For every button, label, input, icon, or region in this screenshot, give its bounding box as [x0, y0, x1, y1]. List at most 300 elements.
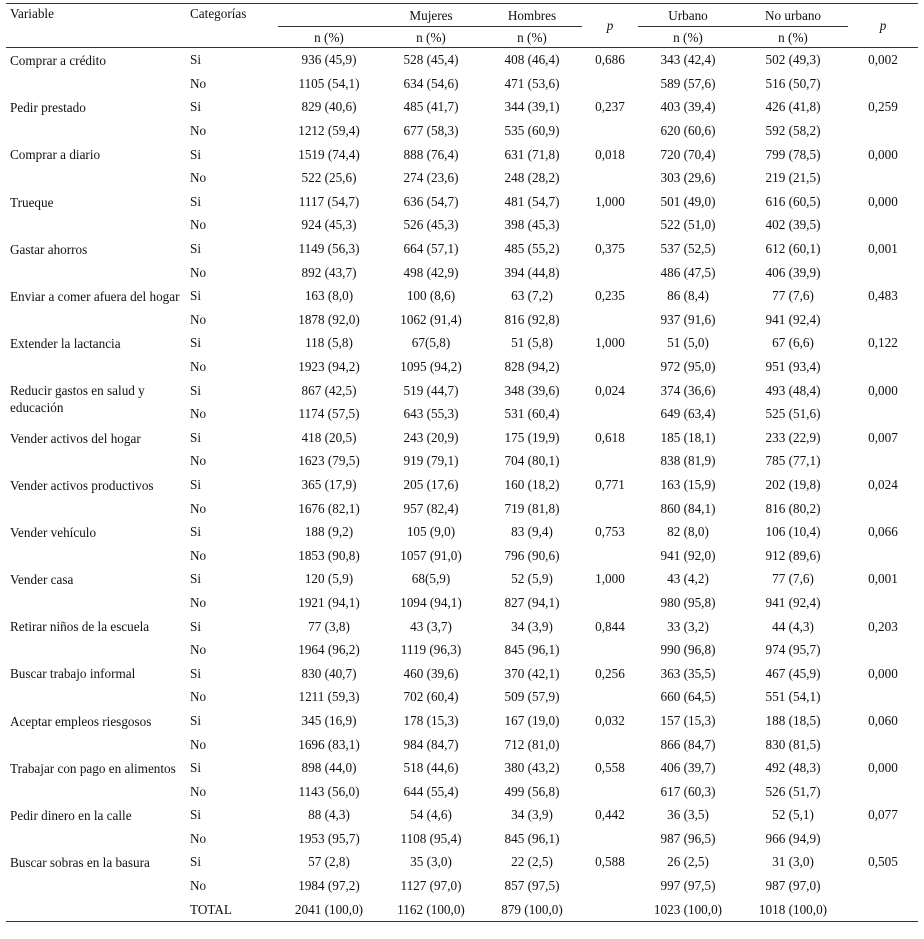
total-no-urbano: 1018 (100,0) [738, 897, 848, 921]
variable-name: Gastar ahorros [10, 241, 88, 257]
value-hombres: 34 (3,9) [511, 618, 553, 634]
p-value-urb: 0,259 [868, 99, 898, 115]
variable-name: Trabajar con pago en alimentos [10, 760, 176, 776]
value-mujeres: 35 (3,0) [410, 854, 452, 870]
value-hombres: 380 (43,2) [504, 760, 560, 776]
value-no-urbano: 44 (4,3) [772, 618, 814, 634]
p-value-urb: 0,001 [868, 571, 898, 587]
p-value-urb: 0,483 [868, 288, 898, 304]
value-total: 892 (43,7) [301, 264, 357, 280]
table-row [6, 803, 918, 827]
p-value-urb: 0,000 [868, 760, 898, 776]
value-no-urbano: 516 (50,7) [765, 75, 821, 91]
category-no: No [190, 500, 207, 516]
p-value-empty [848, 260, 918, 284]
p-value-urb: 0,000 [868, 193, 898, 209]
value-urbano: 649 (63,4) [660, 406, 716, 422]
value-mujeres: 274 (23,6) [403, 170, 459, 186]
value-hombres: 828 (94,2) [504, 359, 560, 375]
value-total: 936 (45,9) [278, 48, 380, 72]
value-no-urbano: 830 (81,5) [765, 736, 821, 752]
value-urbano: 987 (96,5) [660, 830, 716, 846]
category-no: No [190, 642, 207, 658]
category-si: Si [190, 335, 201, 351]
header-total-blank [278, 4, 380, 27]
category-si: Si [190, 807, 201, 823]
category-si: Si [190, 618, 201, 634]
p-value-sex: 0,032 [595, 712, 625, 728]
category-si: Si [190, 146, 201, 162]
header-p-sex: p [582, 4, 638, 48]
category-no: No [190, 547, 207, 563]
variable-name: Comprar a diario [10, 147, 101, 163]
value-no-urbano: 402 (39,5) [765, 217, 821, 233]
category-si: Si [190, 382, 201, 398]
variable-name: Trueque [10, 194, 54, 210]
value-total: 1878 (92,0) [298, 311, 360, 327]
p-value-sex: 0,771 [595, 476, 625, 492]
value-hombres: 631 (71,8) [504, 146, 560, 162]
category-no: No [190, 75, 207, 91]
value-total: 1519 (74,4) [298, 146, 360, 162]
value-urbano: 86 (8,4) [667, 288, 709, 304]
value-total: 345 (16,9) [301, 712, 357, 728]
variable-name: Extender la lactancia [10, 336, 121, 352]
value-hombres: 531 (60,4) [504, 406, 560, 422]
value-mujeres: 636 (54,7) [403, 193, 459, 209]
value-total: 830 (40,7) [301, 665, 357, 681]
value-total: 1984 (97,2) [298, 878, 360, 894]
value-mujeres: 1119 (96,3) [400, 642, 462, 658]
p-value-sex: 0,753 [595, 524, 625, 540]
value-no-urbano: 816 (80,2) [765, 500, 821, 516]
p-value-empty [582, 308, 638, 332]
value-urbano: 980 (95,8) [660, 594, 716, 610]
value-no-urbano: 502 (49,3) [738, 48, 848, 72]
value-mujeres: 888 (76,4) [403, 146, 459, 162]
category-si: Si [190, 854, 201, 870]
value-hombres: 845 (96,1) [504, 642, 560, 658]
value-no-urbano: 987 (97,0) [765, 878, 821, 894]
p-value-empty [582, 496, 638, 520]
category-no: No [190, 264, 207, 280]
p-value-empty [848, 874, 918, 898]
value-urbano: 660 (64,5) [660, 689, 716, 705]
value-no-urbano: 525 (51,6) [765, 406, 821, 422]
value-no-urbano: 67 (6,6) [772, 335, 814, 351]
value-total: 418 (20,5) [301, 429, 357, 445]
header-n-urbano: n (%) [638, 27, 738, 48]
p-value-sex: 0,618 [595, 429, 625, 445]
p-value-empty [582, 779, 638, 803]
value-mujeres: 528 (45,4) [380, 48, 482, 72]
total-p-empty [582, 897, 638, 921]
value-hombres: 370 (42,1) [504, 665, 560, 681]
value-no-urbano: 612 (60,1) [765, 241, 821, 257]
value-mujeres: 1108 (95,4) [400, 830, 462, 846]
category-no: No [190, 311, 207, 327]
value-hombres: 34 (3,9) [511, 807, 553, 823]
table-row [6, 142, 918, 166]
value-urbano: 486 (47,5) [660, 264, 716, 280]
p-value-empty [582, 213, 638, 237]
category-si: Si [186, 48, 278, 72]
value-no-urbano: 799 (78,5) [765, 146, 821, 162]
value-mujeres: 105 (9,0) [406, 524, 456, 540]
value-urbano: 33 (3,2) [667, 618, 709, 634]
value-urbano: 838 (81,9) [660, 453, 716, 469]
value-hombres: 22 (2,5) [511, 854, 553, 870]
value-no-urbano: 912 (89,6) [765, 547, 821, 563]
value-mujeres: 519 (44,7) [403, 382, 459, 398]
p-value-empty [582, 119, 638, 143]
p-value-sex: 1,000 [595, 571, 625, 587]
value-hombres: 816 (92,8) [504, 311, 560, 327]
value-urbano: 157 (15,3) [660, 712, 716, 728]
value-mujeres: 1057 (91,0) [400, 547, 462, 563]
p-value-empty [582, 72, 638, 96]
header-hombres: Hombres [482, 4, 582, 27]
value-hombres: 827 (94,1) [504, 594, 560, 610]
total-urbano: 1023 (100,0) [638, 897, 738, 921]
p-value-empty [848, 355, 918, 379]
value-no-urbano: 785 (77,1) [765, 453, 821, 469]
p-value-empty [582, 260, 638, 284]
p-value-sex: 0,375 [595, 241, 625, 257]
value-urbano: 185 (18,1) [660, 429, 716, 445]
p-value-empty [848, 72, 918, 96]
value-no-urbano: 941 (92,4) [765, 311, 821, 327]
table-row [6, 331, 918, 355]
p-value-urb: 0,001 [868, 241, 898, 257]
value-urbano: 537 (52,5) [660, 241, 716, 257]
value-no-urbano: 526 (51,7) [765, 783, 821, 799]
p-value-sex: 1,000 [595, 335, 625, 351]
value-total: 829 (40,6) [301, 99, 357, 115]
value-urbano: 860 (84,1) [660, 500, 716, 516]
value-hombres: 348 (39,6) [504, 382, 560, 398]
value-mujeres: 43 (3,7) [410, 618, 452, 634]
value-urbano: 374 (36,6) [660, 382, 716, 398]
variable-name: Vender activos productivos [10, 477, 154, 493]
table-row [6, 709, 918, 733]
value-total: 1212 (59,4) [298, 123, 360, 139]
header-n-no-urbano: n (%) [738, 27, 848, 48]
category-no: No [190, 123, 207, 139]
total-label: TOTAL [186, 897, 278, 921]
value-hombres: 845 (96,1) [504, 830, 560, 846]
p-value-empty [848, 685, 918, 709]
value-urbano: 343 (42,4) [638, 48, 738, 72]
value-total: 1923 (94,2) [298, 359, 360, 375]
value-total: 1921 (94,1) [298, 594, 360, 610]
value-total: 1211 (59,3) [298, 689, 360, 705]
value-total: 1149 (56,3) [298, 241, 360, 257]
total-p2-empty [848, 897, 918, 921]
value-hombres: 167 (19,0) [504, 712, 560, 728]
p-value-empty [848, 213, 918, 237]
value-urbano: 403 (39,4) [660, 99, 716, 115]
value-mujeres: 54 (4,6) [410, 807, 452, 823]
table-row [6, 661, 918, 685]
table-row [6, 190, 918, 214]
value-hombres: 408 (46,4) [482, 48, 582, 72]
value-mujeres: 919 (79,1) [403, 453, 459, 469]
value-hombres: 509 (57,9) [504, 689, 560, 705]
value-no-urbano: 592 (58,2) [765, 123, 821, 139]
value-hombres: 719 (81,8) [504, 500, 560, 516]
category-no: No [190, 453, 207, 469]
p-value-empty [848, 591, 918, 615]
value-urbano: 303 (29,6) [660, 170, 716, 186]
value-mujeres: 67(5,8) [411, 335, 451, 351]
value-no-urbano: 188 (18,5) [765, 712, 821, 728]
value-total: 1853 (90,8) [298, 547, 360, 563]
p-value-sex: 0,588 [595, 854, 625, 870]
value-total: 88 (4,3) [308, 807, 350, 823]
header-no-urbano: No urbano [738, 4, 848, 27]
p-value-urb: 0,066 [868, 524, 898, 540]
value-urbano: 522 (51,0) [660, 217, 716, 233]
value-total: 867 (42,5) [301, 382, 357, 398]
value-no-urbano: 493 (48,4) [765, 382, 821, 398]
value-urbano: 26 (2,5) [667, 854, 709, 870]
value-no-urbano: 941 (92,4) [765, 594, 821, 610]
category-si: Si [190, 99, 201, 115]
value-hombres: 175 (19,9) [504, 429, 560, 445]
value-no-urbano: 426 (41,8) [765, 99, 821, 115]
header-urbano: Urbano [638, 4, 738, 27]
p-value-sex: 1,000 [595, 193, 625, 209]
value-total: 1105 (54,1) [298, 75, 360, 91]
p-value-empty [848, 166, 918, 190]
value-total: 522 (25,6) [301, 170, 357, 186]
value-urbano: 589 (57,6) [660, 75, 716, 91]
value-mujeres: 1127 (97,0) [400, 878, 462, 894]
value-mujeres: 664 (57,1) [403, 241, 459, 257]
category-si: Si [190, 288, 201, 304]
value-urbano: 501 (49,0) [660, 193, 716, 209]
p-value-empty [848, 638, 918, 662]
value-total: 188 (9,2) [304, 524, 354, 540]
p-value-empty [848, 779, 918, 803]
value-mujeres: 205 (17,6) [403, 476, 459, 492]
value-mujeres: 644 (55,4) [403, 783, 459, 799]
value-urbano: 941 (92,0) [660, 547, 716, 563]
value-total: 1143 (56,0) [298, 783, 360, 799]
value-hombres: 485 (55,2) [504, 241, 560, 257]
value-mujeres: 1095 (94,2) [400, 359, 462, 375]
value-no-urbano: 551 (54,1) [765, 689, 821, 705]
p-value-empty [848, 119, 918, 143]
total-hombres: 879 (100,0) [482, 897, 582, 921]
value-mujeres: 68(5,9) [411, 571, 451, 587]
value-hombres: 344 (39,1) [504, 99, 560, 115]
value-no-urbano: 951 (93,4) [765, 359, 821, 375]
value-mujeres: 1094 (94,1) [400, 594, 462, 610]
category-si: Si [190, 712, 201, 728]
value-urbano: 972 (95,0) [660, 359, 716, 375]
p-value-empty [848, 496, 918, 520]
value-total: 118 (5,8) [305, 335, 353, 351]
value-total: 1174 (57,5) [298, 406, 360, 422]
value-hombres: 471 (53,6) [504, 75, 560, 91]
p-value-urb: 0,000 [868, 146, 898, 162]
value-total: 1623 (79,5) [298, 453, 360, 469]
value-hombres: 160 (18,2) [504, 476, 560, 492]
value-hombres: 398 (45,3) [504, 217, 560, 233]
value-mujeres: 485 (41,7) [403, 99, 459, 115]
variable-name: Comprar a crédito [6, 48, 186, 96]
p-value-sex: 0,844 [595, 618, 625, 634]
category-si: Si [190, 476, 201, 492]
category-no: No [190, 594, 207, 610]
variable-name: Enviar a comer afuera del hogar [10, 288, 180, 304]
p-value-sex: 0,558 [595, 760, 625, 776]
p-value-urb: 0,203 [868, 618, 898, 634]
value-total: 898 (44,0) [301, 760, 357, 776]
value-mujeres: 460 (39,6) [403, 665, 459, 681]
header-mujeres: Mujeres [380, 4, 482, 27]
category-si: Si [190, 571, 201, 587]
value-total: 924 (45,3) [301, 217, 357, 233]
value-total: 1117 (54,7) [298, 193, 360, 209]
value-urbano: 363 (35,5) [660, 665, 716, 681]
value-urbano: 163 (15,9) [660, 476, 716, 492]
value-mujeres: 702 (60,4) [403, 689, 459, 705]
p-value-empty [848, 449, 918, 473]
p-value-sex: 0,442 [595, 807, 625, 823]
variable-name: Buscar trabajo informal [10, 666, 136, 682]
value-no-urbano: 77 (7,6) [772, 571, 814, 587]
results-table [6, 3, 918, 922]
table-row [6, 520, 918, 544]
category-no: No [190, 783, 207, 799]
value-no-urbano: 616 (60,5) [765, 193, 821, 209]
value-total: 365 (17,9) [301, 476, 357, 492]
p-value-sex: 0,686 [582, 48, 638, 72]
variable-name: Vender casa [10, 572, 74, 588]
total-variable-empty [6, 897, 186, 921]
value-hombres: 796 (90,6) [504, 547, 560, 563]
value-no-urbano: 406 (39,9) [765, 264, 821, 280]
variable-name: Aceptar empleos riesgosos [10, 713, 152, 729]
value-total: 1964 (96,2) [298, 642, 360, 658]
value-urbano: 997 (97,5) [660, 878, 716, 894]
p-value-sex: 0,237 [595, 99, 625, 115]
total-value: 2041 (100,0) [278, 897, 380, 921]
p-value-empty [582, 166, 638, 190]
p-value-empty [582, 638, 638, 662]
variable-name: Buscar sobras en la basura [10, 855, 150, 871]
value-no-urbano: 77 (7,6) [772, 288, 814, 304]
p-value-empty [582, 591, 638, 615]
category-si: Si [190, 241, 201, 257]
value-hombres: 857 (97,5) [504, 878, 560, 894]
value-total: 163 (8,0) [304, 288, 354, 304]
value-mujeres: 243 (20,9) [403, 429, 459, 445]
value-total: 57 (2,8) [308, 854, 350, 870]
total-mujeres: 1162 (100,0) [380, 897, 482, 921]
p-value-sex: 0,235 [595, 288, 625, 304]
p-value-empty [582, 543, 638, 567]
value-mujeres: 178 (15,3) [403, 712, 459, 728]
category-no: No [190, 406, 207, 422]
value-urbano: 43 (4,2) [667, 571, 709, 587]
header-n-hombres: n (%) [482, 27, 582, 48]
table-row [6, 95, 918, 119]
p-value-sex: 0,018 [595, 146, 625, 162]
table-row [6, 378, 918, 402]
p-value-empty [848, 827, 918, 851]
header-categorias: Categorías [186, 4, 278, 48]
p-value-urb: 0,000 [868, 382, 898, 398]
table-body [6, 48, 918, 922]
value-urbano: 617 (60,3) [660, 783, 716, 799]
table-row [6, 567, 918, 591]
value-mujeres: 518 (44,6) [403, 760, 459, 776]
value-mujeres: 634 (54,6) [403, 75, 459, 91]
p-value-urb: 0,000 [868, 665, 898, 681]
value-urbano: 720 (70,4) [660, 146, 716, 162]
table-row [6, 614, 918, 638]
value-mujeres: 643 (55,3) [403, 406, 459, 422]
value-hombres: 712 (81,0) [504, 736, 560, 752]
value-total: 120 (5,9) [304, 571, 354, 587]
value-mujeres: 957 (82,4) [403, 500, 459, 516]
p-value-empty [848, 402, 918, 426]
header-n-mujeres: n (%) [380, 27, 482, 48]
table-row [6, 48, 918, 72]
value-hombres: 63 (7,2) [511, 288, 553, 304]
value-urbano: 866 (84,7) [660, 736, 716, 752]
value-no-urbano: 202 (19,8) [765, 476, 821, 492]
value-hombres: 535 (60,9) [504, 123, 560, 139]
p-value-urb: 0,505 [868, 854, 898, 870]
category-si: Si [190, 524, 201, 540]
header-n-total: n (%) [278, 27, 380, 48]
variable-name: Vender vehículo [10, 524, 97, 540]
p-value-urb: 0,007 [868, 429, 898, 445]
header-variable: Variable [6, 4, 186, 48]
value-no-urbano: 974 (95,7) [765, 642, 821, 658]
variable-name: Pedir prestado [10, 100, 86, 116]
value-urbano: 51 (5,0) [667, 335, 709, 351]
value-no-urbano: 219 (21,5) [765, 170, 821, 186]
value-hombres: 481 (54,7) [504, 193, 560, 209]
table-row [6, 284, 918, 308]
category-si: Si [190, 193, 201, 209]
p-value-empty [582, 874, 638, 898]
variable-name: Pedir dinero en la calle [10, 808, 132, 823]
variable-name: Vender activos del hogar [10, 430, 141, 446]
value-no-urbano: 233 (22,9) [765, 429, 821, 445]
value-urbano: 620 (60,6) [660, 123, 716, 139]
value-mujeres: 984 (84,7) [403, 736, 459, 752]
value-hombres: 248 (28,2) [504, 170, 560, 186]
table-row [6, 473, 918, 497]
category-no: No [190, 217, 207, 233]
value-urbano: 937 (91,6) [660, 311, 716, 327]
value-no-urbano: 966 (94,9) [765, 830, 821, 846]
category-no: No [190, 736, 207, 752]
table-row [6, 756, 918, 780]
value-total: 1953 (95,7) [298, 830, 360, 846]
p-value-empty [582, 355, 638, 379]
category-no: No [190, 878, 207, 894]
p-value-empty [582, 685, 638, 709]
p-value-empty [848, 543, 918, 567]
